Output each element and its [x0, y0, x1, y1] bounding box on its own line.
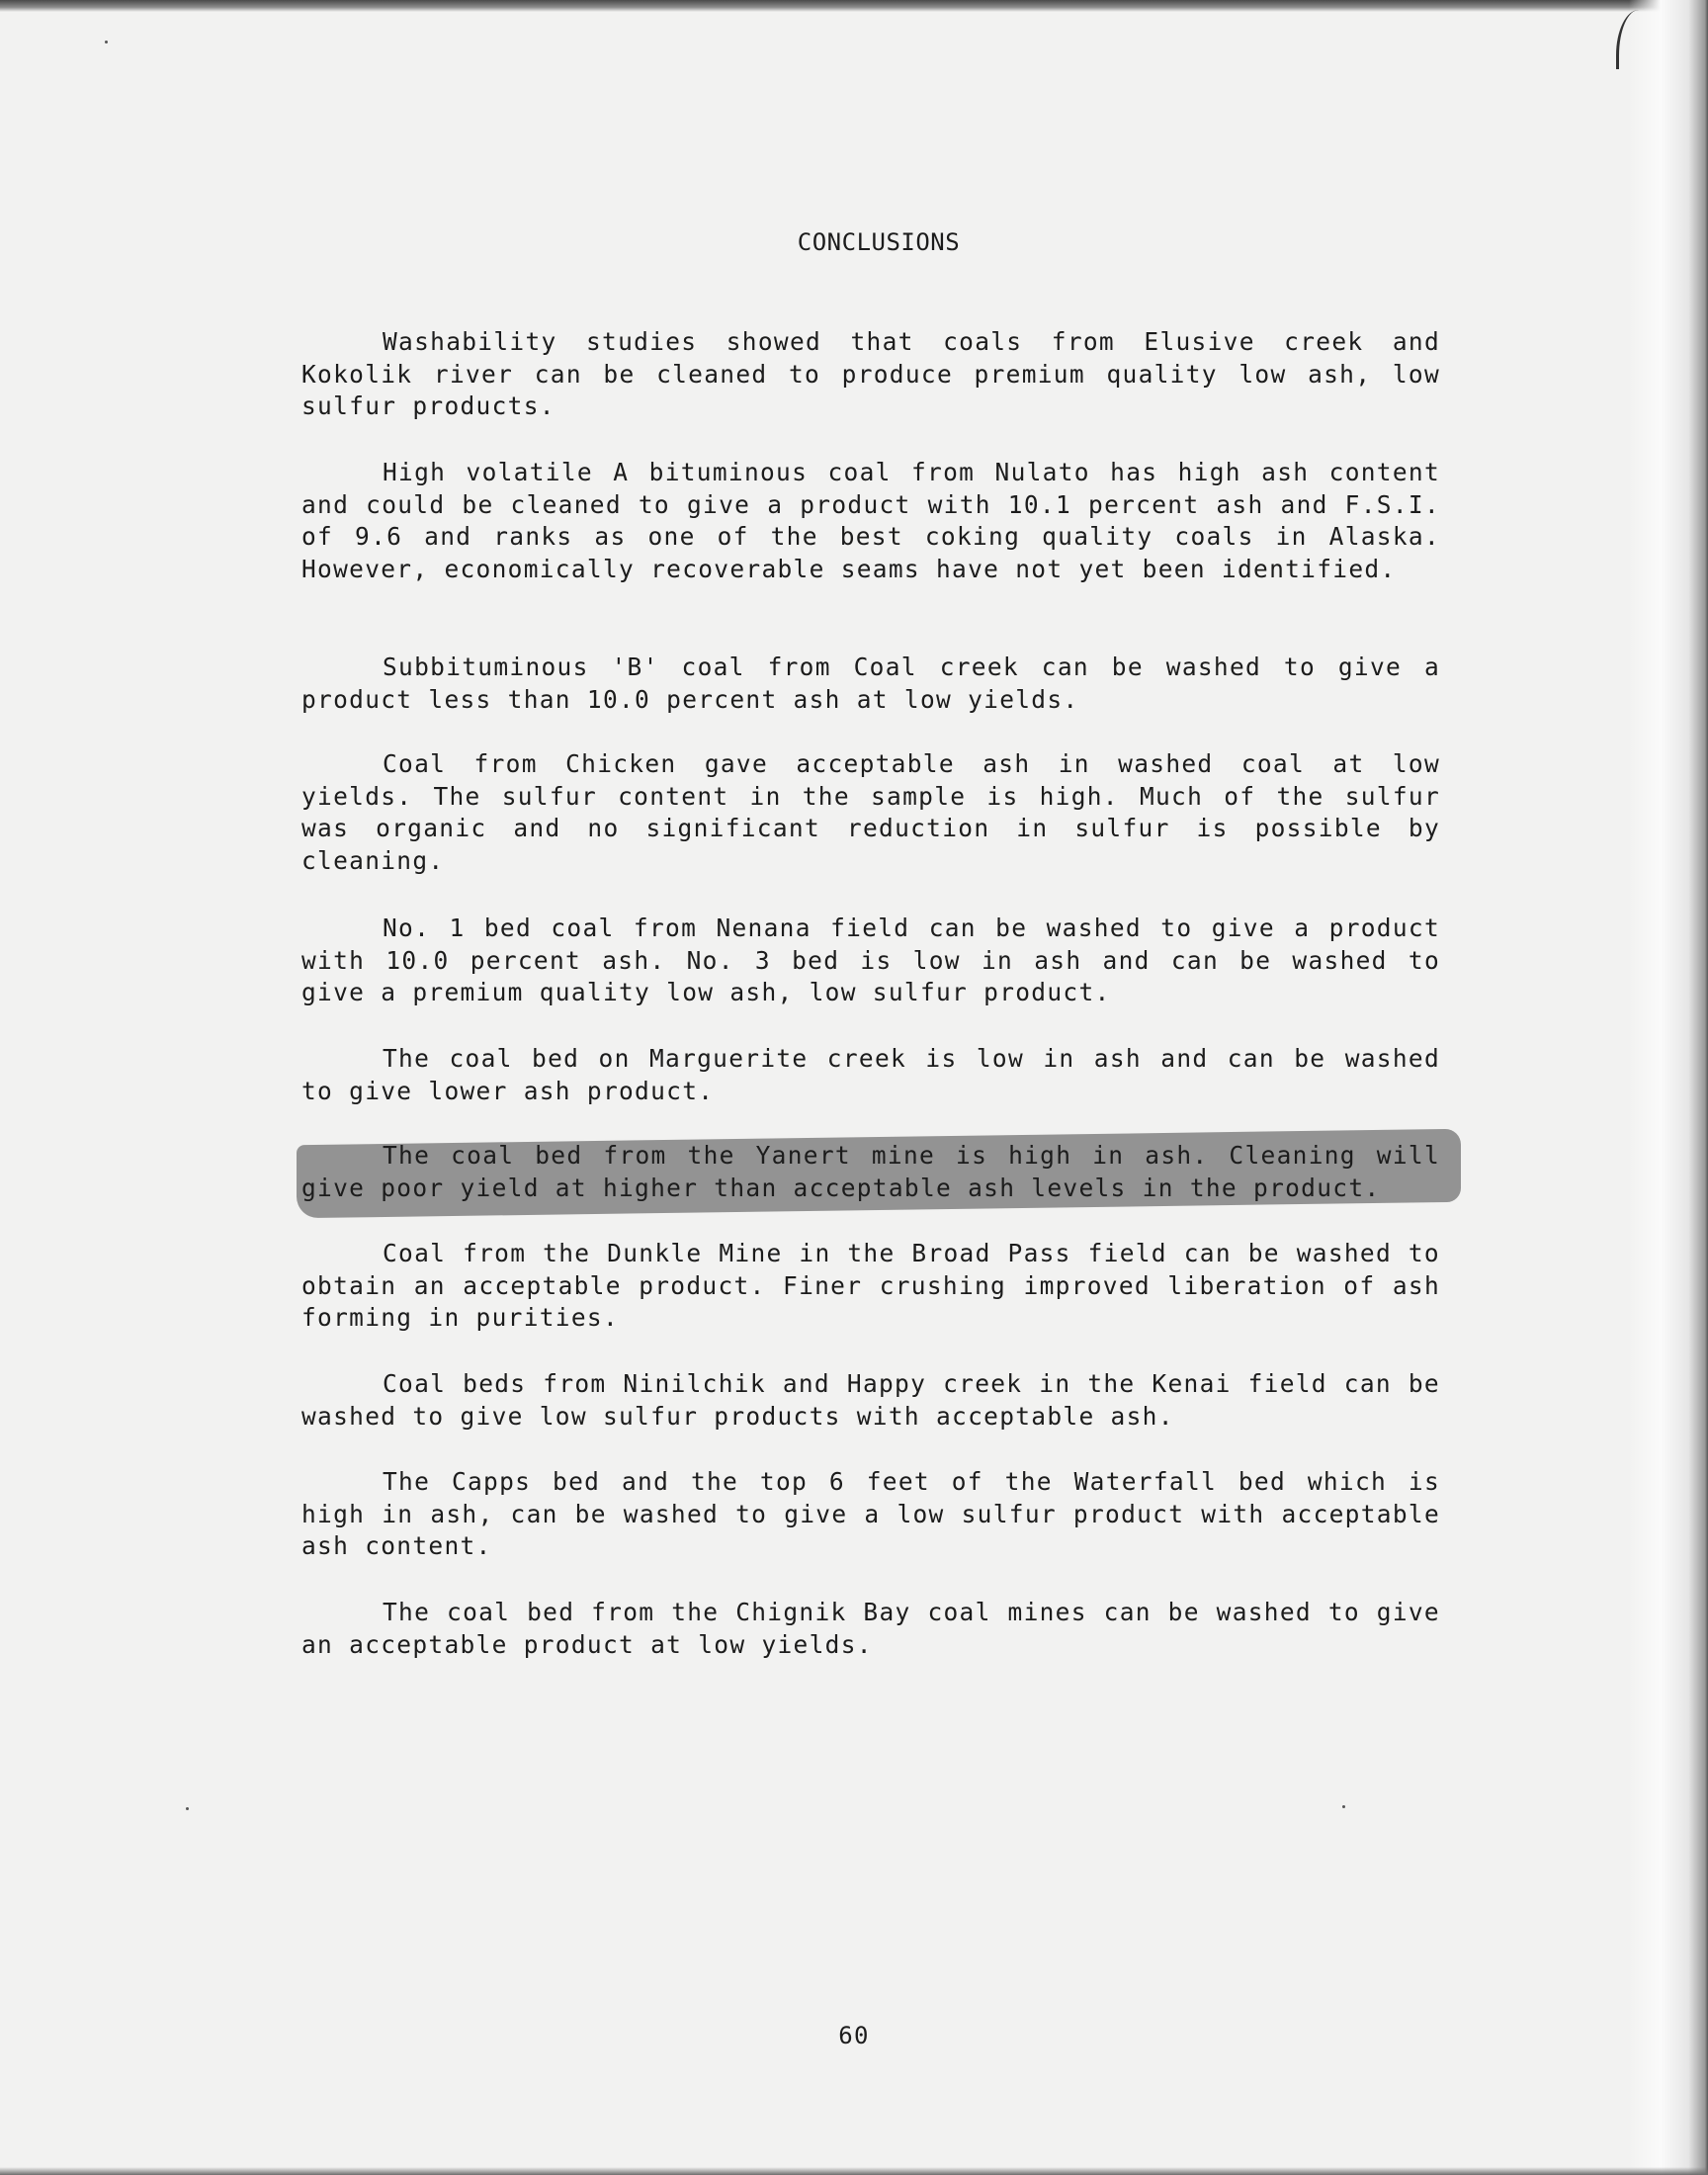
paragraph-nenana: No. 1 bed coal from Nenana field can be washed to give a product with 10.0 percent ash. No. 3 bed is low in ash and can be washed to give a premium quality low ash, low sulfur product. [301, 914, 1440, 1007]
scan-speck [186, 1807, 189, 1810]
paragraph-capps-waterfall: The Capps bed and the top 6 feet of the Waterfall bed which is high in ash, can be washed to give a low sulfur product with acceptable ash content. [301, 1467, 1440, 1561]
scan-speck [1342, 1805, 1345, 1808]
paragraph-yanert-highlighted: The coal bed from the Yanert mine is high in ash. Cleaning will give poor yield at higher than acceptable ash levels in the product. [301, 1141, 1440, 1202]
paragraph-coal-creek: Subbituminous 'B' coal from Coal creek can be washed to give a product less than 10.0 percent ash at low yields. [301, 652, 1440, 714]
page-title: CONCLUSIONS [797, 228, 961, 256]
scan-speck [105, 41, 108, 44]
paragraph-ninilchik: Coal beds from Ninilchik and Happy creek in the Kenai field can be washed to give low sulfur products with acceptable ash. [301, 1369, 1440, 1431]
scan-right-edge [1629, 0, 1708, 2175]
page-number: 60 [838, 2022, 870, 2049]
paragraph-marguerite: The coal bed on Marguerite creek is low in ash and can be washed to give lower ash product. [301, 1044, 1440, 1105]
page-curl [1616, 10, 1639, 69]
paragraph-nulato: High volatile A bituminous coal from Nulato has high ash content and could be cleaned to give a product with 10.1 percent ash and F.S.I. of 9.6 and ranks as one of the best coking quality coals in Alaska. However, economically recoverable seams have not yet been identified. [301, 458, 1440, 584]
paragraph-elusive-kokolik: Washability studies showed that coals from Elusive creek and Kokolik river can be cleaned to produce premium quality low ash, low sulfur products. [301, 327, 1440, 421]
paragraph-chicken: Coal from Chicken gave acceptable ash in washed coal at low yields. The sulfur content in the sample is high. Much of the sulfur was organic and no significant reduction in sulfur is possible by cleaning. [301, 749, 1440, 876]
scan-bottom-edge [0, 2167, 1708, 2175]
paragraph-chignik: The coal bed from the Chignik Bay coal mines can be washed to give an acceptable product at low yields. [301, 1598, 1440, 1659]
paragraph-dunkle: Coal from the Dunkle Mine in the Broad Pass field can be washed to obtain an acceptable product. Finer crushing improved liberation of ash forming in purities. [301, 1239, 1440, 1333]
scan-top-edge [0, 0, 1708, 12]
